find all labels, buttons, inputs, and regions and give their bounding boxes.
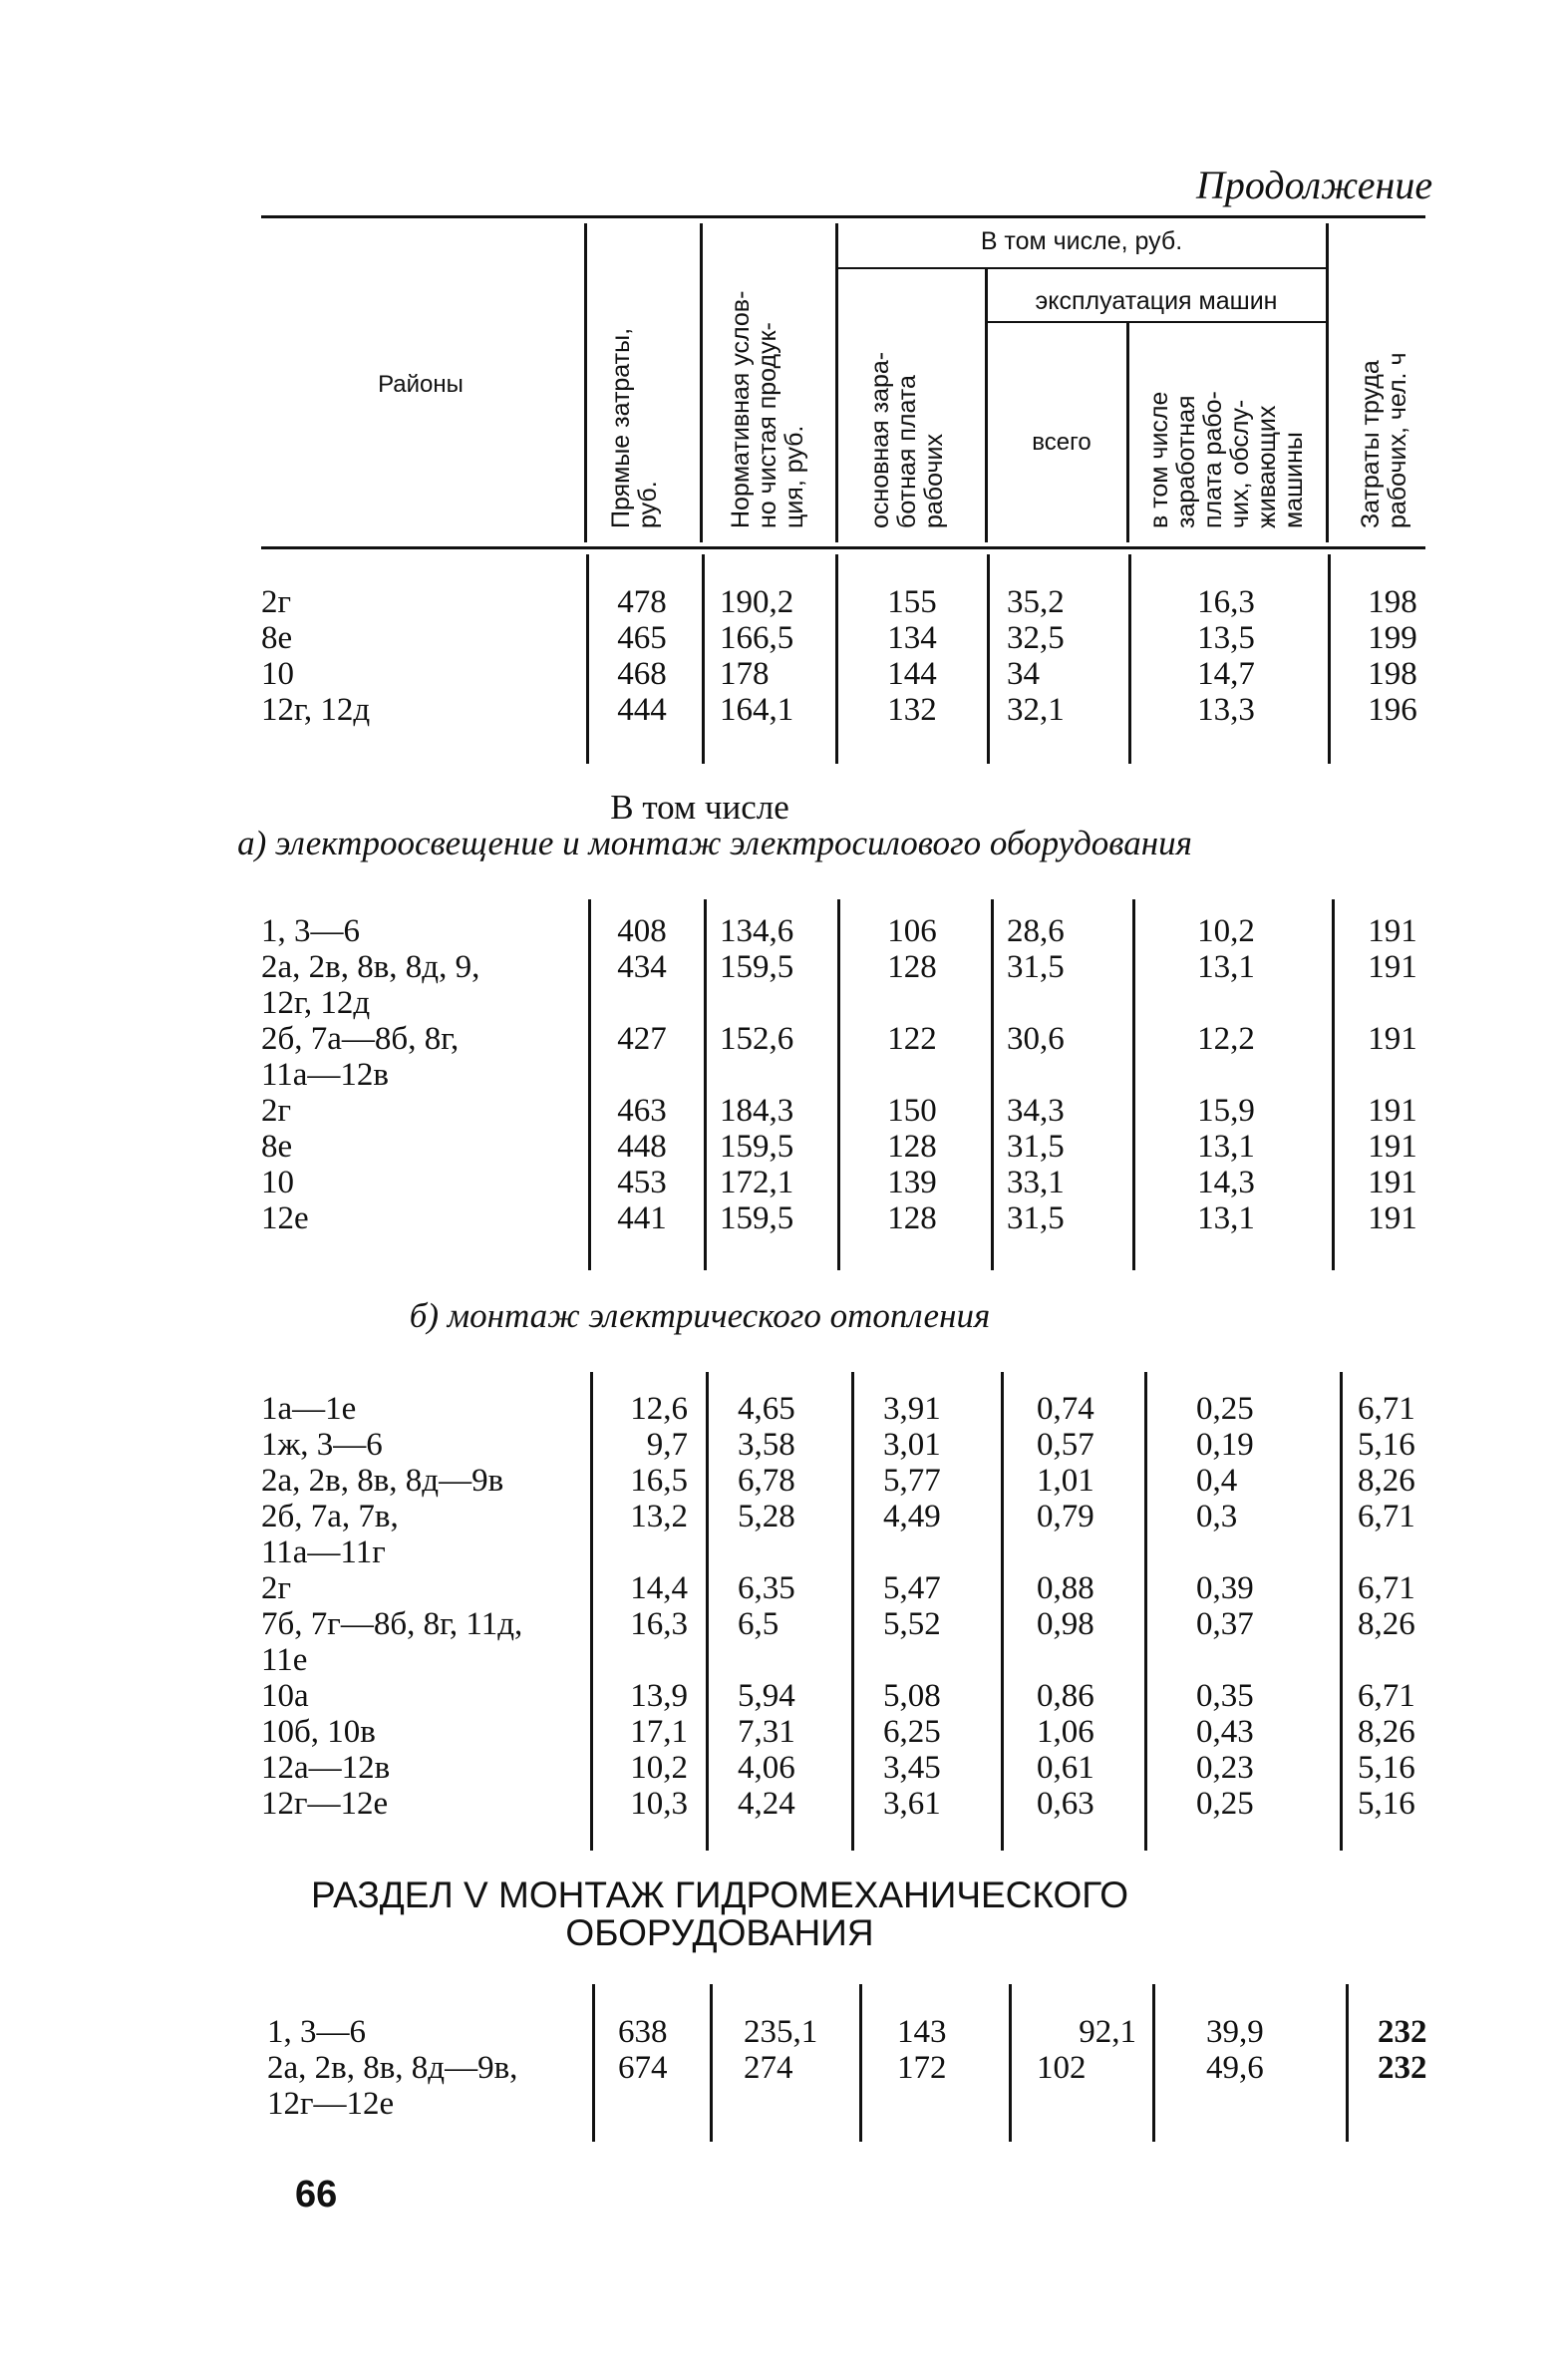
cell-zatraty: 191 (1368, 913, 1417, 949)
table-row (0, 692, 1559, 728)
continuation-label: Продолжение (1196, 163, 1433, 207)
cell-normativnaya: 5,28 (738, 1499, 795, 1534)
cell-osnovnaya: 5,47 (883, 1570, 941, 1606)
cell-vsego: 0,57 (1037, 1427, 1094, 1463)
cell-zatraty: 191 (1368, 1129, 1417, 1165)
table-row (0, 1200, 1559, 1236)
cell-normativnaya: 235,1 (744, 2014, 818, 2050)
cell-rayon: 2а, 2в, 8в, 8д, 9, (261, 949, 480, 985)
cell-osnovnaya: 106 (887, 913, 937, 949)
cell-pryamye: 10,3 (630, 1786, 688, 1822)
cell-zp-mashin: 0,3 (1196, 1499, 1238, 1534)
cell-vsego: 35,2 (1007, 584, 1065, 620)
cell-pryamye: 448 (617, 1129, 667, 1165)
cell-rayon: 12г—12е (267, 2086, 395, 2122)
table-row (0, 2050, 1559, 2086)
cell-rayon: 11е (261, 1642, 308, 1678)
cell-zp-mashin: 0,25 (1196, 1391, 1254, 1427)
cell-normativnaya: 6,78 (738, 1463, 795, 1499)
header-col-rule (584, 223, 587, 542)
header-col-rule (700, 223, 703, 542)
table-row (0, 1678, 1559, 1714)
cell-rayon: 12а—12в (261, 1750, 391, 1786)
cell-osnovnaya: 3,45 (883, 1750, 941, 1786)
cell-zp-mashin: 14,7 (1197, 656, 1255, 692)
cell-normativnaya: 184,3 (720, 1093, 794, 1129)
cell-pryamye: 17,1 (630, 1714, 688, 1750)
table-row (0, 1427, 1559, 1463)
cell-pryamye: 13,2 (630, 1499, 688, 1534)
cell-zatraty: 5,16 (1358, 1786, 1415, 1822)
cell-pryamye: 674 (618, 2050, 668, 2086)
cell-zatraty: 5,16 (1358, 1427, 1415, 1463)
cell-vsego: 1,01 (1037, 1463, 1094, 1499)
cell-osnovnaya: 155 (887, 584, 937, 620)
header-zarplata-mashin: в том числе заработная плата рабо- чих, обслу- живающих машины (1145, 391, 1308, 528)
cell-pryamye: 468 (617, 656, 667, 692)
cell-vsego: 1,06 (1037, 1714, 1094, 1750)
cell-normativnaya: 152,6 (720, 1021, 794, 1057)
header-ekspluataciya-mashin: эксплуатация машин (1035, 287, 1278, 315)
cell-pryamye: 10,2 (630, 1750, 688, 1786)
cell-zatraty: 8,26 (1358, 1463, 1415, 1499)
cell-zatraty: 6,71 (1358, 1499, 1415, 1534)
cell-rayon: 2г (261, 1570, 292, 1606)
cell-osnovnaya: 172 (897, 2050, 947, 2086)
table-row (0, 913, 1559, 949)
cell-rayon: 1ж, 3—6 (261, 1427, 383, 1463)
cell-vsego: 0,74 (1037, 1391, 1094, 1427)
header-col-rule (985, 269, 988, 542)
cell-pryamye: 427 (617, 1021, 667, 1057)
table-row (0, 1750, 1559, 1786)
cell-zatraty: 6,71 (1358, 1570, 1415, 1606)
cell-zatraty: 5,16 (1358, 1750, 1415, 1786)
cell-rayon: 2г (261, 584, 292, 620)
cell-osnovnaya: 150 (887, 1093, 937, 1129)
cell-zp-mashin: 13,1 (1197, 1200, 1255, 1236)
cell-vsego: 28,6 (1007, 913, 1065, 949)
section-b-title: б) монтаж электрического отопления (409, 1296, 991, 1335)
table-row (0, 1714, 1559, 1750)
cell-vsego: 34 (1007, 656, 1040, 692)
cell-zatraty: 232 (1378, 2014, 1427, 2050)
cell-zp-mashin: 15,9 (1197, 1093, 1255, 1129)
header-col-rule (1326, 223, 1329, 542)
cell-vsego: 0,88 (1037, 1570, 1094, 1606)
cell-zatraty: 198 (1368, 584, 1417, 620)
section-v-heading-2: ОБОРУДОВАНИЯ (565, 1912, 874, 1953)
cell-osnovnaya: 128 (887, 1129, 937, 1165)
cell-vsego: 34,3 (1007, 1093, 1065, 1129)
cell-zatraty: 191 (1368, 1021, 1417, 1057)
header-pryamye-zatraty: Прямые затраты, руб. (607, 327, 662, 528)
cell-pryamye: 453 (617, 1165, 667, 1200)
cell-zp-mashin: 13,1 (1197, 949, 1255, 985)
cell-zp-mashin: 0,19 (1196, 1427, 1254, 1463)
table-row (0, 2014, 1559, 2050)
cell-pryamye: 408 (617, 913, 667, 949)
cell-zp-mashin: 13,3 (1197, 692, 1255, 728)
cell-zatraty: 199 (1368, 620, 1417, 656)
cell-pryamye: 434 (617, 949, 667, 985)
table-row (0, 1606, 1559, 1642)
table-row (0, 1463, 1559, 1499)
table-row (0, 1093, 1559, 1129)
cell-rayon: 1, 3—6 (267, 2014, 366, 2050)
cell-osnovnaya: 6,25 (883, 1714, 941, 1750)
cell-zp-mashin: 0,35 (1196, 1678, 1254, 1714)
cell-osnovnaya: 4,49 (883, 1499, 941, 1534)
cell-zp-mashin: 0,43 (1196, 1714, 1254, 1750)
cell-osnovnaya: 132 (887, 692, 937, 728)
cell-rayon: 12г—12е (261, 1786, 389, 1822)
cell-normativnaya: 274 (744, 2050, 793, 2086)
cell-vsego: 92,1 (1079, 2014, 1136, 2050)
cell-pryamye: 441 (617, 1200, 667, 1236)
cell-rayon: 8е (261, 620, 293, 656)
cell-osnovnaya: 3,01 (883, 1427, 941, 1463)
cell-rayon: 10б, 10в (261, 1714, 376, 1750)
cell-normativnaya: 4,24 (738, 1786, 795, 1822)
cell-vsego: 32,5 (1007, 620, 1065, 656)
cell-pryamye: 444 (617, 692, 667, 728)
cell-zp-mashin: 0,4 (1196, 1463, 1238, 1499)
cell-zp-mashin: 12,2 (1197, 1021, 1255, 1057)
cell-normativnaya: 172,1 (720, 1165, 794, 1200)
cell-rayon: 10 (261, 656, 294, 692)
cell-normativnaya: 164,1 (720, 692, 794, 728)
cell-zatraty: 8,26 (1358, 1606, 1415, 1642)
cell-vsego: 32,1 (1007, 692, 1065, 728)
cell-zp-mashin: 39,9 (1206, 2014, 1264, 2050)
section-v-heading: РАЗДЕЛ V МОНТАЖ ГИДРОМЕХАНИЧЕСКОГО (310, 1874, 1129, 1915)
cell-zatraty: 191 (1368, 1200, 1417, 1236)
cell-pryamye: 13,9 (630, 1678, 688, 1714)
cell-pryamye: 478 (617, 584, 667, 620)
header-col-rule (1126, 323, 1129, 542)
cell-normativnaya: 3,58 (738, 1427, 795, 1463)
cell-rayon: 1а—1е (261, 1391, 357, 1427)
cell-normativnaya: 6,5 (738, 1606, 780, 1642)
cell-vsego: 30,6 (1007, 1021, 1065, 1057)
cell-pryamye: 16,5 (630, 1463, 688, 1499)
cell-zp-mashin: 0,39 (1196, 1570, 1254, 1606)
cell-vsego: 31,5 (1007, 1129, 1065, 1165)
cell-normativnaya: 159,5 (720, 1129, 794, 1165)
cell-pryamye: 12,6 (630, 1391, 688, 1427)
table-row (0, 1786, 1559, 1822)
cell-rayon: 1, 3—6 (261, 913, 360, 949)
cell-zatraty: 196 (1368, 692, 1417, 728)
table-row (0, 1570, 1559, 1606)
cell-pryamye: 9,7 (646, 1427, 688, 1463)
cell-osnovnaya: 128 (887, 1200, 937, 1236)
cell-vsego: 0,86 (1037, 1678, 1094, 1714)
table-row (0, 584, 1559, 620)
table-row (0, 1391, 1559, 1427)
cell-pryamye: 638 (618, 2014, 668, 2050)
table-row (0, 656, 1559, 692)
cell-osnovnaya: 5,52 (883, 1606, 941, 1642)
cell-zatraty: 8,26 (1358, 1714, 1415, 1750)
cell-rayon: 8е (261, 1129, 293, 1165)
cell-rayon: 2а, 2в, 8в, 8д—9в, (267, 2050, 518, 2086)
section-a-intro: В том числе (610, 788, 789, 827)
cell-rayon: 2а, 2в, 8в, 8д—9в (261, 1463, 504, 1499)
cell-vsego: 0,63 (1037, 1786, 1094, 1822)
cell-zp-mashin: 13,5 (1197, 620, 1255, 656)
table-row (0, 1129, 1559, 1165)
table-row (0, 1499, 1559, 1534)
cell-pryamye: 16,3 (630, 1606, 688, 1642)
header-subrule-2 (987, 321, 1326, 323)
header-normativnaya-produkciya: Нормативная услов- но чистая продук- ция, руб. (727, 290, 808, 528)
cell-zatraty: 232 (1378, 2050, 1427, 2086)
cell-vsego: 0,61 (1037, 1750, 1094, 1786)
cell-zatraty: 191 (1368, 1093, 1417, 1129)
cell-zp-mashin: 10,2 (1197, 913, 1255, 949)
table-row (0, 1642, 1559, 1678)
cell-osnovnaya: 143 (897, 2014, 947, 2050)
cell-zatraty: 6,71 (1358, 1678, 1415, 1714)
table-row (0, 985, 1559, 1021)
cell-osnovnaya: 128 (887, 949, 937, 985)
cell-rayon: 12е (261, 1200, 309, 1236)
cell-zp-mashin: 16,3 (1197, 584, 1255, 620)
cell-zp-mashin: 0,37 (1196, 1606, 1254, 1642)
cell-zp-mashin: 0,23 (1196, 1750, 1254, 1786)
cell-osnovnaya: 5,77 (883, 1463, 941, 1499)
cell-pryamye: 463 (617, 1093, 667, 1129)
cell-normativnaya: 5,94 (738, 1678, 795, 1714)
cell-osnovnaya: 3,61 (883, 1786, 941, 1822)
cell-rayon: 2б, 7а—8б, 8г, (261, 1021, 460, 1057)
cell-pryamye: 14,4 (630, 1570, 688, 1606)
cell-zp-mashin: 49,6 (1206, 2050, 1264, 2086)
table-row (0, 1165, 1559, 1200)
cell-vsego: 33,1 (1007, 1165, 1065, 1200)
header-v-tom-chisle: В том числе, руб. (980, 227, 1183, 255)
cell-normativnaya: 134,6 (720, 913, 794, 949)
cell-rayon: 7б, 7г—8б, 8г, 11д, (261, 1606, 523, 1642)
table-top-rule (261, 215, 1425, 218)
header-subrule-1 (837, 267, 1326, 269)
header-vsego: всего (1032, 429, 1091, 456)
cell-rayon: 12г, 12д (261, 692, 371, 728)
cell-osnovnaya: 139 (887, 1165, 937, 1200)
cell-vsego: 102 (1037, 2050, 1087, 2086)
cell-zp-mashin: 0,25 (1196, 1786, 1254, 1822)
cell-normativnaya: 159,5 (720, 949, 794, 985)
section-a-title: а) электроосвещение и монтаж электросилового оборудования (237, 824, 1192, 862)
cell-rayon: 10а (261, 1678, 309, 1714)
cell-normativnaya: 4,65 (738, 1391, 795, 1427)
cell-normativnaya: 166,5 (720, 620, 794, 656)
cell-normativnaya: 178 (720, 656, 770, 692)
table-row (0, 620, 1559, 656)
cell-pryamye: 465 (617, 620, 667, 656)
cell-osnovnaya: 144 (887, 656, 937, 692)
header-rayony: Районы (378, 371, 464, 398)
cell-zp-mashin: 13,1 (1197, 1129, 1255, 1165)
cell-zatraty: 191 (1368, 1165, 1417, 1200)
cell-zatraty: 198 (1368, 656, 1417, 692)
cell-zp-mashin: 14,3 (1197, 1165, 1255, 1200)
cell-rayon: 10 (261, 1165, 294, 1200)
page-number: 66 (295, 2174, 338, 2215)
cell-rayon: 12г, 12д (261, 985, 371, 1021)
cell-zatraty: 191 (1368, 949, 1417, 985)
cell-vsego: 0,98 (1037, 1606, 1094, 1642)
header-col-rule (835, 223, 838, 542)
cell-normativnaya: 159,5 (720, 1200, 794, 1236)
cell-rayon: 11а—11г (261, 1534, 386, 1570)
cell-rayon: 11а—12в (261, 1057, 390, 1093)
header-bottom-rule (261, 546, 1425, 549)
cell-normativnaya: 190,2 (720, 584, 794, 620)
cell-normativnaya: 4,06 (738, 1750, 795, 1786)
table-row (0, 949, 1559, 985)
cell-rayon: 2г (261, 1093, 292, 1129)
cell-normativnaya: 7,31 (738, 1714, 795, 1750)
cell-vsego: 31,5 (1007, 1200, 1065, 1236)
cell-normativnaya: 6,35 (738, 1570, 795, 1606)
table-row (0, 1021, 1559, 1057)
cell-zatraty: 6,71 (1358, 1391, 1415, 1427)
cell-osnovnaya: 5,08 (883, 1678, 941, 1714)
cell-rayon: 2б, 7а, 7в, (261, 1499, 399, 1534)
cell-vsego: 31,5 (1007, 949, 1065, 985)
cell-vsego: 0,79 (1037, 1499, 1094, 1534)
cell-osnovnaya: 134 (887, 620, 937, 656)
table-row (0, 1534, 1559, 1570)
table-row (0, 1057, 1559, 1093)
header-zatraty-truda: Затраты труда рабочих, чел. ч (1357, 352, 1411, 528)
cell-osnovnaya: 122 (887, 1021, 937, 1057)
header-osnovnaya-zarplata: основная зара- ботная плата рабочих (866, 351, 948, 528)
table-row (0, 2086, 1559, 2122)
cell-osnovnaya: 3,91 (883, 1391, 941, 1427)
